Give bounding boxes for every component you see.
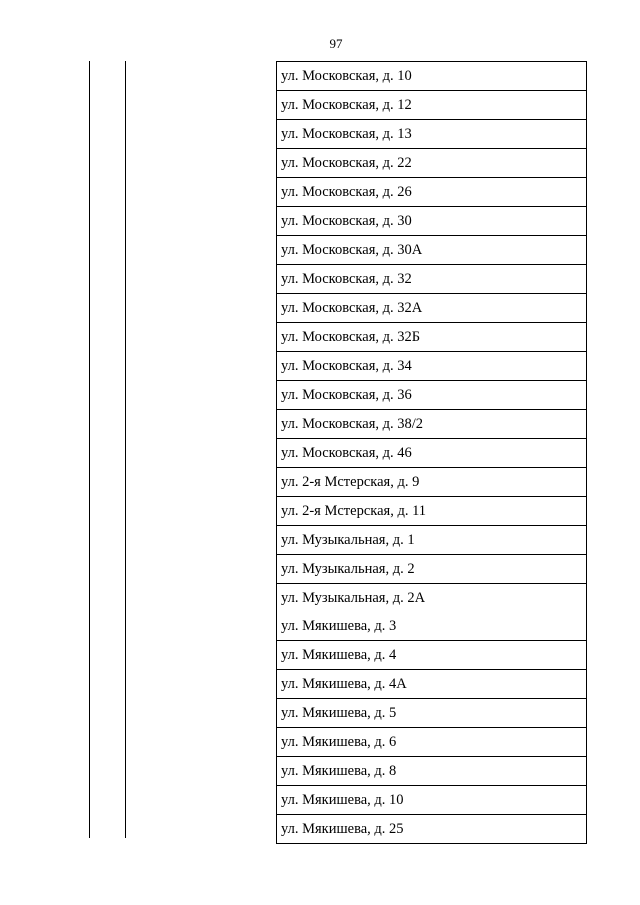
table-row bbox=[277, 265, 587, 294]
address-cell: ул. Московская, д. 46 bbox=[277, 439, 587, 468]
address-cell: ул. Мякишева, д. 6 bbox=[277, 728, 587, 757]
table-row bbox=[277, 699, 587, 728]
address-cell: ул. Московская, д. 13 bbox=[277, 120, 587, 149]
table-row bbox=[277, 236, 587, 265]
table-row bbox=[277, 91, 587, 120]
address-cell: ул. Московская, д. 36 bbox=[277, 381, 587, 410]
address-cell: ул. Музыкальная, д. 1 bbox=[277, 526, 587, 555]
address-cell: ул. 2-я Мстерская, д. 11 bbox=[277, 497, 587, 526]
address-cell: ул. Московская, д. 32А bbox=[277, 294, 587, 323]
address-cell: ул. Музыкальная, д. 2А bbox=[277, 584, 587, 613]
address-cell: ул. Московская, д. 32Б bbox=[277, 323, 587, 352]
table-row bbox=[277, 439, 587, 468]
table-column-border-second bbox=[125, 61, 126, 838]
table-row bbox=[277, 786, 587, 815]
address-cell: ул. Мякишева, д. 10 bbox=[277, 786, 587, 815]
table-row bbox=[277, 468, 587, 497]
address-cell: ул. Московская, д. 22 bbox=[277, 149, 587, 178]
table-row bbox=[277, 149, 587, 178]
address-cell: ул. Музыкальная, д. 2 bbox=[277, 555, 587, 584]
table-row bbox=[277, 670, 587, 699]
address-cell: ул. Мякишева, д. 3 bbox=[277, 612, 587, 641]
table-row bbox=[277, 757, 587, 786]
table-row bbox=[277, 815, 587, 844]
table-row bbox=[277, 120, 587, 149]
table-row bbox=[277, 323, 587, 352]
table-row bbox=[277, 410, 587, 439]
address-cell: ул. Мякишева, д. 25 bbox=[277, 815, 587, 844]
table-row bbox=[277, 497, 587, 526]
address-cell: ул. Московская, д. 12 bbox=[277, 91, 587, 120]
table-row bbox=[277, 612, 587, 641]
address-table bbox=[276, 61, 587, 844]
table-row bbox=[277, 728, 587, 757]
address-cell: ул. Мякишева, д. 8 bbox=[277, 757, 587, 786]
address-table-body bbox=[277, 62, 587, 844]
address-cell: ул. Московская, д. 30 bbox=[277, 207, 587, 236]
table-row bbox=[277, 294, 587, 323]
address-cell: ул. Московская, д. 34 bbox=[277, 352, 587, 381]
table-row bbox=[277, 555, 587, 584]
address-cell: ул. Московская, д. 30А bbox=[277, 236, 587, 265]
table-row bbox=[277, 62, 587, 91]
address-cell: ул. Московская, д. 38/2 bbox=[277, 410, 587, 439]
table-row bbox=[277, 381, 587, 410]
address-cell: ул. Московская, д. 26 bbox=[277, 178, 587, 207]
table-row bbox=[277, 352, 587, 381]
address-cell: ул. Мякишева, д. 5 bbox=[277, 699, 587, 728]
address-cell: ул. Мякишева, д. 4 bbox=[277, 641, 587, 670]
table-row bbox=[277, 584, 587, 613]
address-cell: ул. 2-я Мстерская, д. 9 bbox=[277, 468, 587, 497]
address-cell: ул. Мякишева, д. 4А bbox=[277, 670, 587, 699]
page-number: 97 bbox=[329, 36, 343, 51]
table-row bbox=[277, 526, 587, 555]
table-column-border-left bbox=[89, 61, 90, 838]
address-cell: ул. Московская, д. 32 bbox=[277, 265, 587, 294]
table-row bbox=[277, 207, 587, 236]
address-cell: ул. Московская, д. 10 bbox=[277, 62, 587, 91]
table-row bbox=[277, 178, 587, 207]
table-row bbox=[277, 641, 587, 670]
